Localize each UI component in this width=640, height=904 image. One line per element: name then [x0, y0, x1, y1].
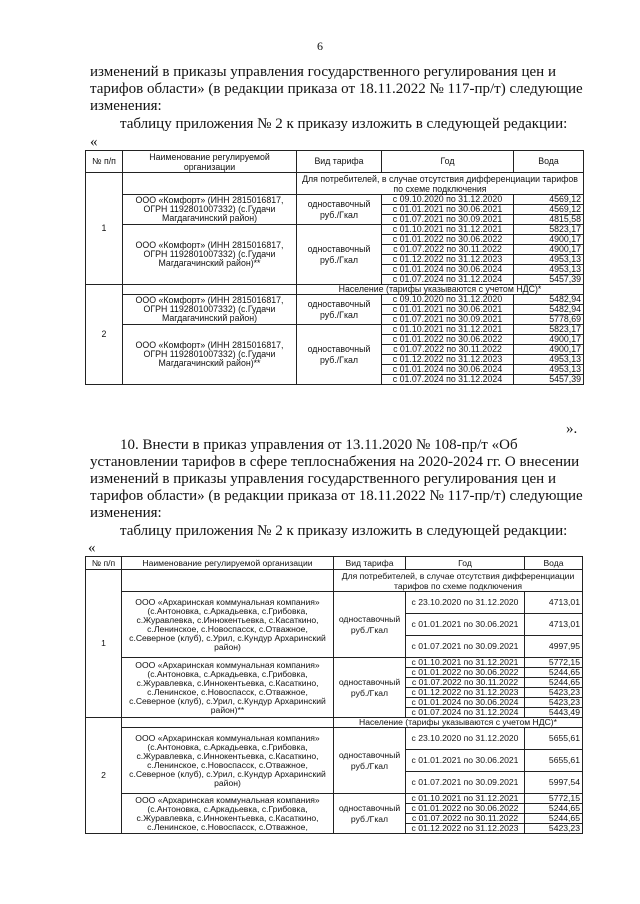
tariff-type: одноставочный руб./Гкал [334, 592, 406, 658]
period-cell: с 01.12.2022 по 31.12.2023 [406, 688, 525, 698]
value-cell: 4953,13 [514, 265, 584, 275]
value-cell: 4900,17 [514, 235, 584, 245]
header-type: Вид тарифа [334, 557, 406, 570]
table-row [86, 195, 584, 205]
period-cell: с 01.10.2021 по 31.12.2021 [382, 225, 514, 235]
period-cell: с 01.07.2022 по 30.11.2022 [406, 814, 525, 824]
header-water: Вода [525, 557, 583, 570]
row-number: 2 [86, 285, 123, 385]
period-cell: с 01.07.2024 по 31.12.2024 [382, 375, 514, 385]
table-header-row [86, 151, 584, 173]
org-name: ООО «Архаринская коммунальная компания» (с.Антоновка, с.Аркадьевка, с.Грибовка, с.Журавлевка, с.Иннокентьевка, с.Касаткино, с.Ленинское, с.Новоспасск, с.Отважное, с.Северное (клуб), с.Урил, с.Кундур Архаринский район)** [122, 658, 334, 718]
section-consumers: Для потребителей, в случае отсутствия дифференциации тарифов по схеме подключения [334, 570, 583, 592]
intro-line: тарифов области» (в редакции приказа от 18.11.2022 № 117-пр/т) следующие [90, 81, 583, 97]
para10-instruction: таблицу приложения № 2 к приказу изложить в следующей редакции: [120, 523, 568, 539]
section-row [86, 718, 583, 728]
period-cell: с 01.12.2022 по 31.12.2023 [406, 824, 525, 834]
section-consumers: Для потребителей, в случае отсутствия дифференциации тарифов по схеме подключения [297, 173, 584, 195]
tariff-type: одноставочный руб./Гкал [334, 728, 406, 794]
section-row [86, 173, 584, 195]
org-name: ООО «Комфорт» (ИНН 2815016817, ОГРН 1192801007332) (с.Гудачи Магдагачинский район) [123, 195, 297, 225]
value-cell: 5244,65 [525, 678, 583, 688]
table-row [86, 592, 583, 614]
page-number: 6 [317, 39, 323, 53]
value-cell: 5772,15 [525, 658, 583, 668]
section-population: Население (тарифы указываются с учетом НДС)* [334, 718, 583, 728]
period-cell: с 01.01.2022 по 30.06.2022 [406, 804, 525, 814]
period-cell: с 01.10.2021 по 31.12.2021 [382, 325, 514, 335]
period-cell: с 23.10.2020 по 31.12.2020 [406, 592, 525, 614]
org-name: ООО «Архаринская коммунальная компания» (с.Антоновка, с.Аркадьевка, с.Грибовка, с.Журавлевка, с.Иннокентьевка, с.Касаткино, с.Ленинское, с.Новоспасск, с.Отважное, с.Северное (клуб), с.Урил, с.Кундур Архаринский район) [122, 592, 334, 658]
paragraph-10 [90, 437, 585, 522]
value-cell: 5443,49 [525, 708, 583, 718]
period-cell: с 01.01.2022 по 30.06.2022 [382, 335, 514, 345]
period-cell: с 09.10.2020 по 31.12.2020 [382, 195, 514, 205]
tariff-table-2 [85, 556, 583, 834]
value-cell: 5244,65 [525, 804, 583, 814]
table-header-row [86, 557, 583, 570]
para10-line: установлении тарифов в сфере теплоснабжения на 2020-2024 гг. О внесении [90, 454, 580, 470]
period-cell: с 01.01.2024 по 30.06.2024 [382, 265, 514, 275]
header-org: Наименование регулируемой организации [122, 557, 334, 570]
header-num: № п/п [86, 557, 122, 570]
period-cell: с 01.07.2022 по 30.11.2022 [382, 345, 514, 355]
value-cell: 4569,12 [514, 195, 584, 205]
period-cell: с 01.07.2021 по 30.09.2021 [382, 315, 514, 325]
tariff-type: одноставочный руб./Гкал [297, 295, 382, 325]
period-cell: с 01.01.2021 по 30.06.2021 [406, 750, 525, 772]
tariff-type: одноставочный руб./Гкал [334, 794, 406, 834]
open-quote-2: « [88, 540, 96, 556]
value-cell: 4900,17 [514, 345, 584, 355]
open-quote-1: « [90, 134, 98, 150]
period-cell: с 01.01.2021 по 30.06.2021 [406, 614, 525, 636]
period-cell: с 01.07.2024 по 31.12.2024 [382, 275, 514, 285]
header-org: Наименование регулируемой организации [123, 151, 297, 173]
table-row [86, 728, 583, 750]
intro-instruction: таблицу приложения № 2 к приказу изложить в следующей редакции: [120, 116, 568, 132]
period-cell: с 01.01.2021 по 30.06.2021 [382, 205, 514, 215]
value-cell: 5482,94 [514, 305, 584, 315]
intro-line: изменения: [90, 98, 162, 114]
org-name: ООО «Архаринская коммунальная компания» (с.Антоновка, с.Аркадьевка, с.Грибовка, с.Журавлевка, с.Иннокентьевка, с.Касаткино, с.Ленинское, с.Новоспасск, с.Отважное, [122, 794, 334, 834]
org-name: ООО «Комфорт» (ИНН 2815016817, ОГРН 1192801007332) (с.Гудачи Магдагачинский район)** [123, 225, 297, 285]
value-cell: 4953,13 [514, 255, 584, 265]
section-row [86, 570, 583, 592]
org-name: ООО «Архаринская коммунальная компания» (с.Антоновка, с.Аркадьевка, с.Грибовка, с.Журавлевка, с.Иннокентьевка, с.Касаткино, с.Ленинское, с.Новоспасск, с.Отважное, с.Северное (клуб), с.Урил, с.Кундур Архаринский район) [122, 728, 334, 794]
period-cell: с 01.10.2021 по 31.12.2021 [406, 794, 525, 804]
intro-paragraph [90, 64, 585, 115]
period-cell: с 01.01.2021 по 30.06.2021 [382, 305, 514, 315]
tariff-type: одноставочный руб./Гкал [297, 225, 382, 285]
row-number: 1 [86, 570, 122, 718]
period-cell: с 01.07.2021 по 30.09.2021 [406, 772, 525, 794]
period-cell: с 01.01.2024 по 30.06.2024 [406, 698, 525, 708]
header-year: Год [382, 151, 514, 173]
row-number: 2 [86, 718, 122, 834]
value-cell: 4997,95 [525, 636, 583, 658]
header-water: Вода [514, 151, 584, 173]
tariff-type: одноставочный руб./Гкал [334, 658, 406, 718]
intro-line: изменений в приказы управления государственного регулирования цен и [90, 64, 556, 80]
value-cell: 4900,17 [514, 335, 584, 345]
row-number: 1 [86, 173, 123, 285]
period-cell: с 23.10.2020 по 31.12.2020 [406, 728, 525, 750]
value-cell: 4713,01 [525, 592, 583, 614]
close-quote-1: ». [566, 421, 578, 437]
header-year: Год [406, 557, 525, 570]
period-cell: с 01.12.2022 по 31.12.2023 [382, 355, 514, 365]
value-cell: 5457,39 [514, 275, 584, 285]
period-cell: с 01.07.2022 по 30.11.2022 [382, 245, 514, 255]
org-name: ООО «Комфорт» (ИНН 2815016817, ОГРН 1192801007332) (с.Гудачи Магдагачинский район)** [123, 325, 297, 385]
period-cell: с 01.07.2021 по 30.09.2021 [406, 636, 525, 658]
value-cell: 5772,15 [525, 794, 583, 804]
value-cell: 5457,39 [514, 375, 584, 385]
period-cell: с 01.07.2024 по 31.12.2024 [406, 708, 525, 718]
value-cell: 5244,65 [525, 814, 583, 824]
period-cell: с 01.07.2021 по 30.09.2021 [382, 215, 514, 225]
table-row [86, 325, 584, 335]
value-cell: 4815,58 [514, 215, 584, 225]
table-row [86, 225, 584, 235]
org-name: ООО «Комфорт» (ИНН 2815016817, ОГРН 1192801007332) (с.Гудачи Магдагачинский район) [123, 295, 297, 325]
value-cell: 5997,54 [525, 772, 583, 794]
table-row [86, 295, 584, 305]
value-cell: 5423,23 [525, 698, 583, 708]
value-cell: 5823,17 [514, 325, 584, 335]
table-row [86, 794, 583, 804]
tariff-type: одноставочный руб./Гкал [297, 325, 382, 385]
value-cell: 4713,01 [525, 614, 583, 636]
table-row [86, 658, 583, 668]
para10-line: тарифов области» (в редакции приказа от 18.11.2022 № 117-пр/т) следующие [90, 488, 583, 504]
period-cell: с 09.10.2020 по 31.12.2020 [382, 295, 514, 305]
header-num: № п/п [86, 151, 123, 173]
value-cell: 4569,12 [514, 205, 584, 215]
period-cell: с 01.01.2022 по 30.06.2022 [406, 668, 525, 678]
value-cell: 4953,13 [514, 365, 584, 375]
period-cell: с 01.10.2021 по 31.12.2021 [406, 658, 525, 668]
period-cell: с 01.01.2024 по 30.06.2024 [382, 365, 514, 375]
period-cell: с 01.01.2022 по 30.06.2022 [382, 235, 514, 245]
value-cell: 5244,65 [525, 668, 583, 678]
value-cell: 4900,17 [514, 245, 584, 255]
header-type: Вид тарифа [297, 151, 382, 173]
period-cell: с 01.12.2022 по 31.12.2023 [382, 255, 514, 265]
tariff-type: одноставочный руб./Гкал [297, 195, 382, 225]
value-cell: 5778,69 [514, 315, 584, 325]
tariff-table-1 [85, 150, 584, 385]
value-cell: 5423,23 [525, 824, 583, 834]
section-population: Население (тарифы указываются с учетом НДС)* [297, 285, 584, 295]
para10-line: 10. Внести в приказ управления от 13.11.2020 № 108-пр/т «Об [120, 437, 518, 453]
value-cell: 4953,13 [514, 355, 584, 365]
para10-line: изменения: [90, 505, 162, 521]
para10-line: изменений в приказы управления государственного регулирования цен и [90, 471, 556, 487]
value-cell: 5823,17 [514, 225, 584, 235]
period-cell: с 01.07.2022 по 30.11.2022 [406, 678, 525, 688]
value-cell: 5482,94 [514, 295, 584, 305]
value-cell: 5655,61 [525, 728, 583, 750]
section-row [86, 285, 584, 295]
value-cell: 5655,61 [525, 750, 583, 772]
value-cell: 5423,23 [525, 688, 583, 698]
